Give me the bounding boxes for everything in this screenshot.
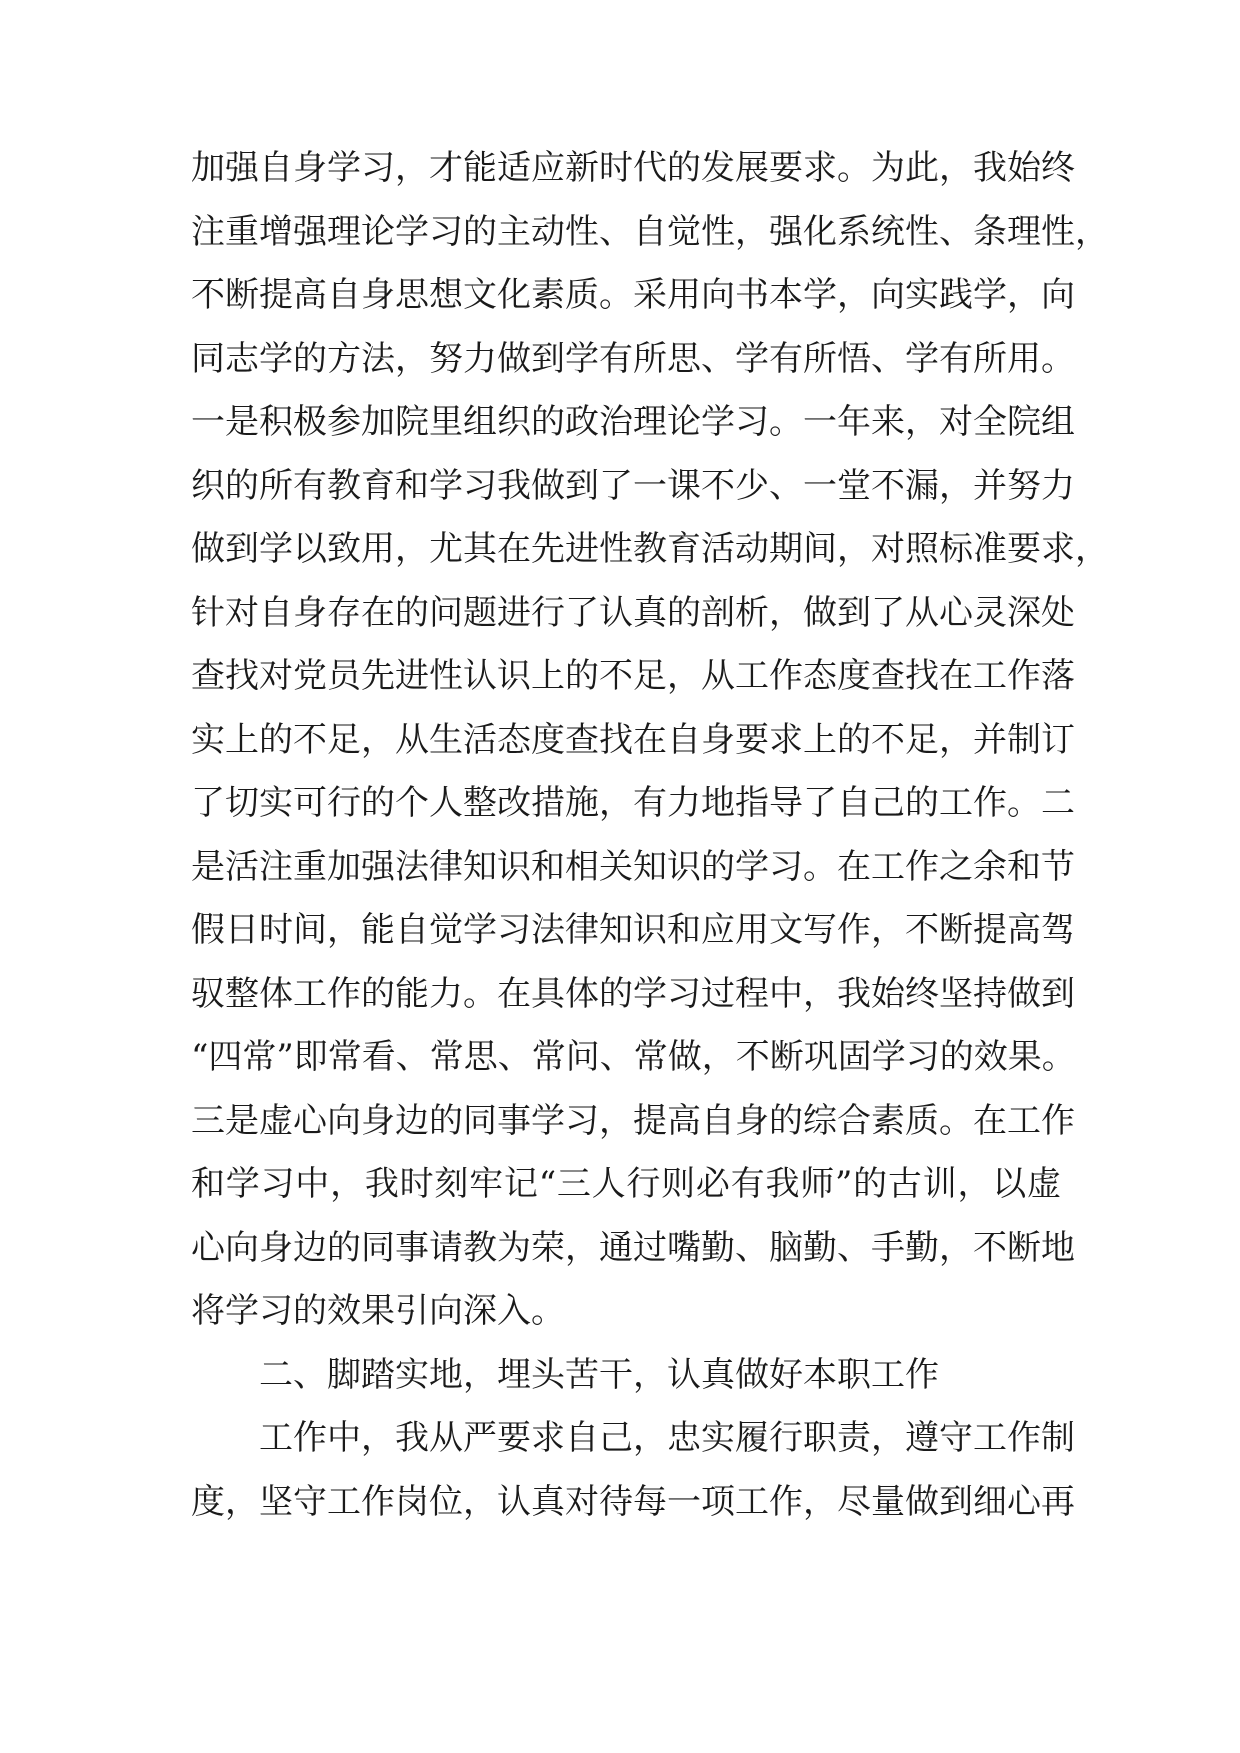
text-line: 做到学以致用，尤其在先进性教育活动期间，对照标准要求， (191, 529, 1109, 569)
text-line: 度，坚守工作岗位，认真对待每一项工作，尽量做到细心再 (191, 1481, 1075, 1522)
text-line: 三是虚心向身边的同事学习，提高自身的综合素质。在工作 (191, 1100, 1075, 1141)
text-line: 一是积极参加院里组织的政治理论学习。一年来，对全院组 (191, 402, 1075, 442)
text-line: 了切实可行的个人整改措施，有力地指导了自己的工作。二 (191, 783, 1075, 823)
text-line: “四常”即常看、常思、常问、常做，不断巩固学习的效果。 (191, 1037, 1076, 1077)
text-line: 将学习的效果引向深入。 (191, 1291, 565, 1331)
document-body (191, 137, 1109, 1534)
text-line: 注重增强理论学习的主动性、自觉性，强化系统性、条理性， (191, 211, 1109, 252)
text-line: 织的所有教育和学习我做到了一课不少、一堂不漏，并努力 (191, 465, 1075, 506)
text-line: 心向身边的同事请教为荣，通过嘴勤、脑勤、手勤，不断地 (191, 1227, 1075, 1268)
text-line: 和学习中，我时刻牢记“三人行则必有我师”的古训，以虚 (191, 1164, 1061, 1204)
text-line: 加强自身学习，才能适应新时代的发展要求。为此，我始终 (191, 148, 1075, 188)
text-line: 驭整体工作的能力。在具体的学习过程中，我始终坚持做到 (191, 973, 1075, 1014)
text-line: 假日时间，能自觉学习法律知识和应用文写作，不断提高驾 (191, 910, 1075, 950)
text-line: 查找对党员先进性认识上的不足，从工作态度查找在工作落 (191, 656, 1075, 696)
text-line: 不断提高自身思想文化素质。采用向书本学，向实践学，向 (191, 275, 1075, 315)
text-line: 工作中，我从严要求自己，忠实履行职责，遵守工作制 (259, 1418, 1075, 1458)
text-line: 是活注重加强法律知识和相关知识的学习。在工作之余和节 (191, 846, 1075, 887)
section-heading: 二、脚踏实地，埋头苦干，认真做好本职工作 (259, 1354, 939, 1395)
text-line: 实上的不足，从生活态度查找在自身要求上的不足，并制订 (191, 719, 1075, 760)
paragraph-study (191, 137, 1109, 1344)
paragraph-work (191, 1407, 1075, 1534)
text-line: 针对自身存在的问题进行了认真的剖析，做到了从心灵深处 (191, 592, 1075, 633)
text-line: 同志学的方法，努力做到学有所思、学有所悟、学有所用。 (191, 338, 1075, 379)
